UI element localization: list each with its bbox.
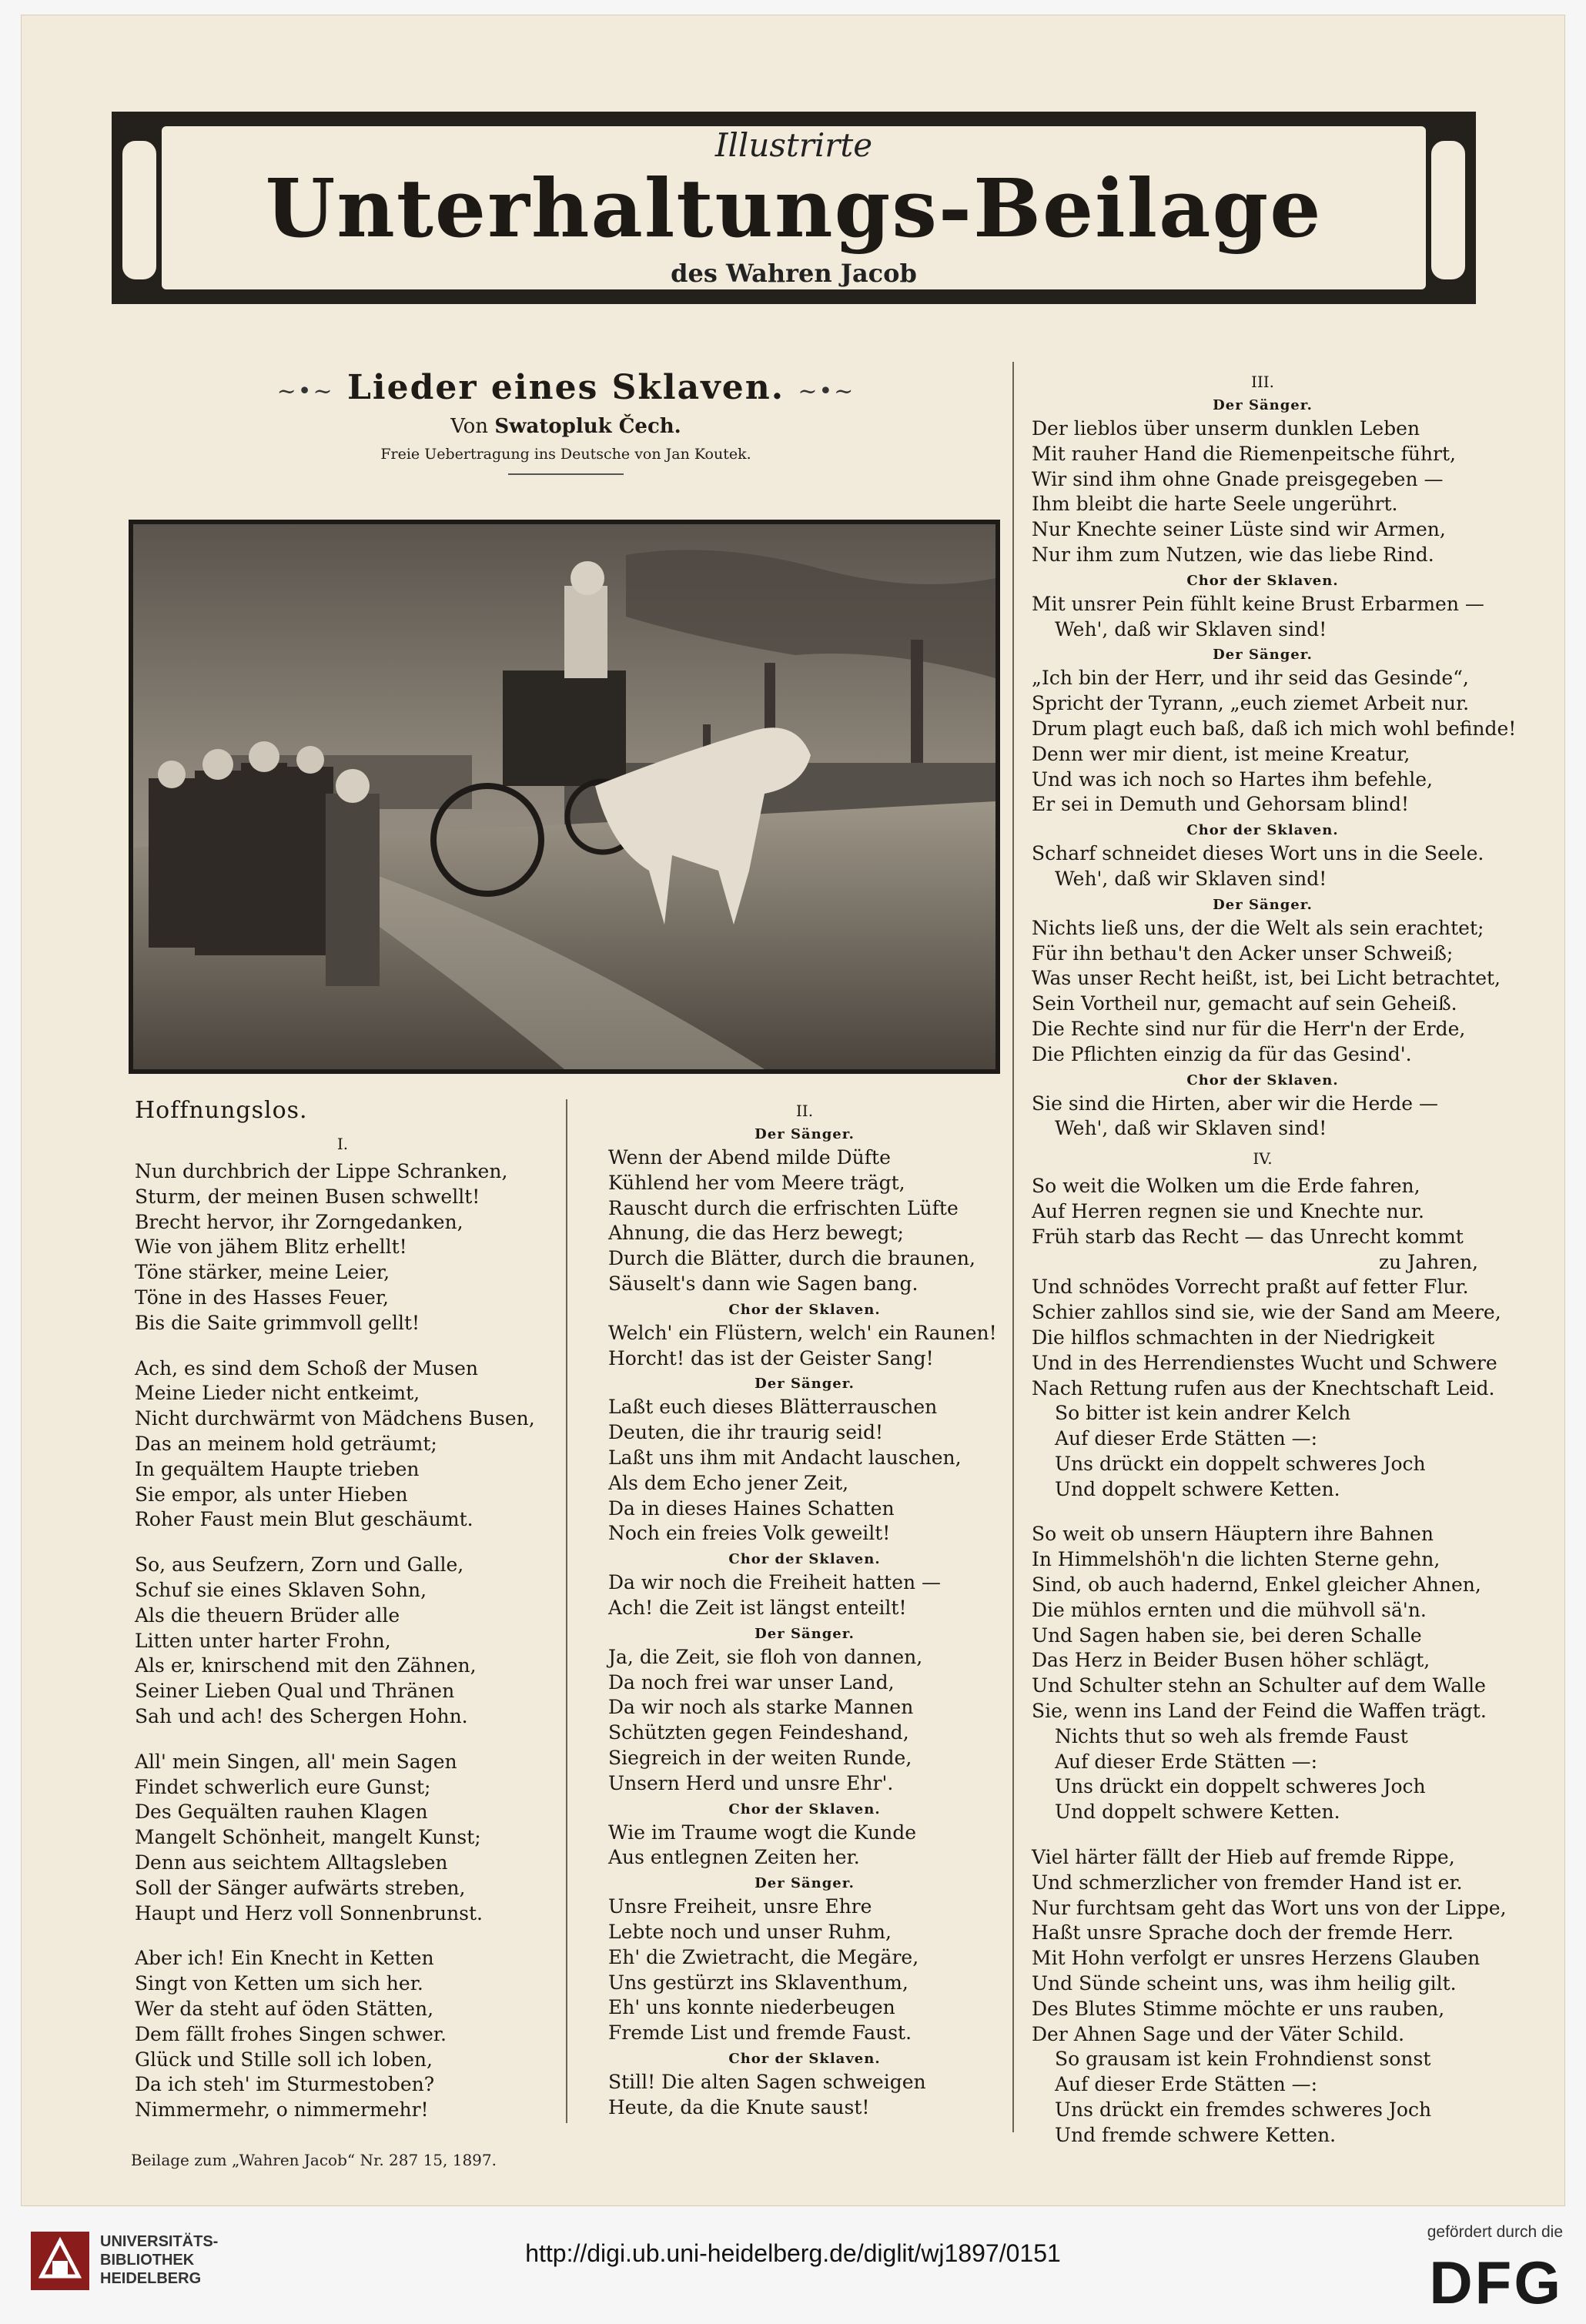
byline-prefix: Von (450, 415, 489, 438)
verse-line: Und Schulter stehn an Schulter auf dem Walle (1032, 1674, 1486, 1697)
dialogue-list (608, 1126, 1001, 2121)
verse-line: Säuselt's dann wie Sagen bang. (608, 1272, 918, 1295)
verse-line: Als dem Echo jener Zeit, (608, 1471, 849, 1494)
verse-line: Aber ich! Ein Knecht in Ketten (135, 1947, 434, 1970)
carriage-scene-illustration (133, 524, 995, 1069)
verse-line: So weit ob unsern Häuptern ihre Bahnen (1032, 1523, 1434, 1546)
verse-line: So grausam ist kein Frohndienst sonst (1055, 2048, 1431, 2071)
masthead-main-title: Unterhaltungs-Beilage (265, 161, 1323, 256)
scroll-ornament-right (1429, 139, 1467, 282)
verse-line: Schützten gegen Feindeshand, (608, 1721, 909, 1744)
verse-line: Mit Hohn verfolgt er unsres Herzens Glauben (1032, 1947, 1481, 1970)
stanza-list (1032, 1174, 1507, 2148)
verse-line: Unsre Freiheit, unsre Ehre (608, 1895, 872, 1918)
illustration (129, 520, 1000, 1074)
verse-line: Nichts thut so weh als fremde Faust (1055, 1724, 1408, 1747)
ornament-left-icon: ~•~ (276, 378, 334, 405)
verse-line: Sie empor, als unter Hieben (135, 1483, 408, 1506)
verse-line: Horcht! das ist der Geister Sang! (608, 1346, 934, 1369)
verse-line: Und doppelt schwere Ketten. (1055, 1801, 1340, 1824)
verse-line: Töne stärker, meine Leier, (135, 1261, 390, 1284)
masthead-banner (162, 126, 1426, 289)
title-divider (508, 473, 624, 475)
verse-line: Er sei in Demuth und Gehorsam blind! (1032, 793, 1410, 816)
verse-line: Und Sagen haben sie, bei deren Schalle (1032, 1623, 1422, 1647)
verse-line: Schuf sie eines Sklaven Sohn, (135, 1578, 427, 1601)
verse-line: Das Herz in Beider Busen höher schlägt, (1032, 1649, 1430, 1672)
verse-line: Welch' ein Flüstern, welch' ein Raunen! (608, 1321, 997, 1344)
verse-line: Als er, knirschend mit den Zähnen, (135, 1654, 477, 1677)
verse-line: Glück und Stille soll ich loben, (135, 2048, 433, 2071)
verse-line: Als die theuern Brüder alle (135, 1603, 400, 1627)
verse-line: Sind, ob auch hadernd, Enkel gleicher Ahnen, (1032, 1573, 1481, 1597)
verse-line: Nun durchbrich der Lippe Schranken, (135, 1160, 508, 1182)
speaker-label: Chor der Sklaven. (728, 2050, 881, 2067)
verse-line: Dem fällt frohes Singen schwer. (135, 2022, 447, 2045)
section-heading: Hoffnungslos. (135, 1097, 308, 1124)
verse-line: Still! Die alten Sagen schweigen (608, 2070, 926, 2093)
speaker-label: Chor der Sklaven. (1186, 822, 1339, 839)
verse-line: Haupt und Herz voll Sonnenbrunst. (135, 1901, 483, 1924)
verse-line: Und in des Herrendienstes Wucht und Schwere (1032, 1351, 1497, 1374)
verse-line: Ach, es sind dem Schoß der Musen (135, 1356, 478, 1379)
verse-line: So bitter ist kein andrer Kelch (1055, 1402, 1351, 1425)
verse-line: Die Rechte sind nur für die Herr'n der Erde, (1032, 1017, 1466, 1040)
verse-line: Ach! die Zeit ist längst enteilt! (608, 1596, 907, 1619)
column-divider-1 (566, 1099, 567, 2123)
part-number: IV. (1253, 1149, 1273, 1169)
verse-line: Sein Vortheil nur, gemacht auf sein Geheiß. (1032, 992, 1457, 1015)
verse-line: Wie von jähem Blitz erhellt! (135, 1236, 407, 1259)
masthead (112, 112, 1476, 304)
verse-line: Früh starb das Recht — das Unrecht kommt (1032, 1225, 1464, 1248)
speaker-label: Chor der Sklaven. (728, 1801, 881, 1817)
speaker-label: Der Sänger. (1213, 647, 1313, 664)
verse-line: Die Pflichten einzig da für das Gesind'. (1032, 1042, 1412, 1065)
verse-line: Da ich steh' im Sturmestoben? (135, 2073, 435, 2096)
verse-line: Da in dieses Haines Schatten (608, 1496, 895, 1520)
part-number: II. (795, 1102, 814, 1120)
verse-line: Laßt euch dieses Blätterrauschen (608, 1396, 938, 1419)
verse-line: Der lieblos über unserm dunklen Leben (1032, 417, 1420, 440)
verse-line: Die mühlos ernten und die mühvoll sä'n. (1032, 1598, 1427, 1621)
verse-line: Uns drückt ein doppelt schweres Joch (1055, 1775, 1426, 1798)
verse-line: Eh' uns konnte niederbeugen (608, 1996, 895, 2019)
verse-line: Soll der Sänger aufwärts streben, (135, 1876, 466, 1899)
verse-line: Und fremde schwere Ketten. (1055, 2123, 1337, 2146)
verse-line: „Ich bin der Herr, und ihr seid das Gesinde“, (1032, 667, 1469, 690)
verse-line: Und doppelt schwere Ketten. (1055, 1477, 1340, 1500)
verse-line: Nur furchtsam geht das Wort uns von der Lippe, (1032, 1896, 1507, 1919)
verse-line: Uns drückt ein doppelt schweres Joch (1055, 1452, 1426, 1475)
library-name-line: BIBLIOTHEK (100, 2252, 195, 2269)
part-number: III. (1250, 373, 1275, 391)
verse-line: zu Jahren, (1378, 1250, 1478, 1273)
verse-line: Roher Faust mein Blut geschäumt. (135, 1508, 473, 1531)
scroll-ornament-left (120, 139, 159, 282)
verse-line: Mit rauher Hand die Riemenpeitsche führt, (1032, 442, 1456, 465)
verse-line: Eh' die Zwietracht, die Megäre, (608, 1945, 919, 1968)
speaker-label: Der Sänger. (755, 1126, 855, 1142)
verse-line: Durch die Blätter, durch die braunen, (608, 1247, 975, 1270)
column-part-three-four (1032, 368, 1517, 2169)
verse-line: Ihm bleibt die harte Seele ungerührt. (1032, 493, 1398, 516)
verse-line: In Himmelshöh'n die lichten Sterne gehn, (1032, 1548, 1440, 1571)
verse-line: Wenn der Abend milde Düfte (608, 1146, 891, 1169)
verse-line: Denn wer mir dient, ist meine Kreatur, (1032, 742, 1410, 765)
verse-line: Und schmerzlicher von fremder Hand ist er. (1032, 1871, 1463, 1894)
verse-line: Unsern Herd und unsre Ehr'. (608, 1771, 894, 1794)
masthead-subtitle: des Wahren Jacob (671, 259, 917, 288)
verse-line: Litten unter harter Frohn, (135, 1629, 391, 1652)
masthead-small-title: Illustrirte (714, 126, 873, 164)
verse-line: Findet schwerlich eure Gunst; (135, 1775, 431, 1798)
stanza-list (135, 1159, 550, 2123)
verse-line: Lebte noch und unser Ruhm, (608, 1920, 892, 1943)
verse-line: Sie, wenn ins Land der Feind die Waffen trägt. (1032, 1700, 1487, 1723)
verse-line: Sturm, der meinen Busen schwellt! (135, 1185, 480, 1208)
verse-line: Weh', daß wir Sklaven sind! (1055, 1117, 1327, 1140)
stanza (135, 1159, 550, 1336)
verse-line: Ahnung, die das Herz bewegt; (608, 1222, 904, 1245)
funding-note: gefördert durch die (1427, 2223, 1563, 2241)
verse-line: Kühlend her vom Meere trägt, (608, 1171, 905, 1194)
verse-line: Brecht hervor, ihr Zorngedanken, (135, 1210, 463, 1233)
verse-line: Wer da steht auf öden Stätten, (135, 1997, 434, 2020)
poem-title-text: Lieder eines Sklaven. (346, 368, 785, 407)
verse-line: Drum plagt euch baß, daß ich mich wohl befinde! (1032, 717, 1517, 740)
permalink-url[interactable]: http://digi.ub.uni-heidelberg.de/diglit/wj1897/0151 (525, 2239, 1061, 2267)
speaker-label: Chor der Sklaven. (1186, 1072, 1339, 1088)
speaker-label: Der Sänger. (755, 1875, 855, 1892)
verse-line: Auf Herren regnen sie und Knechte nur. (1032, 1199, 1424, 1222)
verse-line: Für ihn bethau't den Acker unser Schweiß; (1032, 941, 1454, 965)
verse-line: Mangelt Schönheit, mangelt Kunst; (135, 1826, 481, 1849)
verse-line: Auf dieser Erde Stätten —: (1055, 2073, 1318, 2096)
verse-line: Auf dieser Erde Stätten —: (1055, 1427, 1318, 1450)
verse-line: Singt von Ketten um sich her. (135, 1972, 423, 1995)
issue-footnote: Beilage zum „Wahren Jacob“ Nr. 287 15, 1897. (131, 2151, 497, 2169)
stanza (1032, 1845, 1507, 2148)
library-name-line: UNIVERSITÄTS- (100, 2233, 219, 2250)
verse-line: Nichts ließ uns, der die Welt als sein erachtet; (1032, 916, 1484, 939)
verse-line: Mit unsrer Pein fühlt keine Brust Erbarmen — (1032, 592, 1484, 615)
part-number: I. (336, 1135, 349, 1153)
verse-line: So weit die Wolken um die Erde fahren, (1032, 1175, 1420, 1198)
stanza (1032, 1174, 1501, 1502)
verse-line: Spricht der Tyrann, „euch ziemet Arbeit nur. (1032, 692, 1470, 715)
byline (131, 415, 1001, 438)
speaker-label: Chor der Sklaven. (1186, 572, 1339, 589)
verse-line: Des Blutes Stimme möchte er uns rauben, (1032, 1997, 1445, 2020)
article-title-block (131, 368, 1001, 475)
verse-line: Sah und ach! des Schergen Hohn. (135, 1704, 468, 1727)
verse-line: Haßt unsre Sprache doch der fremde Herr. (1032, 1921, 1454, 1944)
verse-line: Sie sind die Hirten, aber wir die Herde — (1032, 1092, 1438, 1115)
verse-line: All' mein Singen, all' mein Sagen (135, 1750, 457, 1773)
verse-line: Nicht durchwärmt von Mädchens Busen, (135, 1407, 535, 1430)
verse-line: Scharf schneidet dieses Wort uns in die Seele. (1032, 842, 1484, 865)
verse-line: Des Gequälten rauhen Klagen (135, 1801, 428, 1824)
verse-line: Nach Rettung rufen aus der Knechtschaft Leid. (1032, 1376, 1495, 1399)
verse-line: Siegreich in der weiten Runde, (608, 1746, 912, 1769)
verse-line: Da noch frei war unser Land, (608, 1670, 895, 1694)
verse-line: Uns gestürzt ins Sklaventhum, (608, 1971, 908, 1994)
author-name: Swatopluk Čech. (494, 415, 681, 438)
translation-credit: Freie Uebertragung ins Deutsche von Jan Koutek. (380, 446, 751, 463)
verse-line: Laßt uns ihm mit Andacht lauschen, (608, 1446, 962, 1469)
verse-line: Der Ahnen Sage und der Väter Schild. (1032, 2022, 1405, 2045)
verse-line: In gequältem Haupte trieben (135, 1457, 420, 1480)
dfg-logo: DFG (1429, 2249, 1563, 2316)
speaker-label: Chor der Sklaven. (728, 1551, 881, 1568)
speaker-label: Der Sänger. (755, 1625, 855, 1642)
verse-line: Wie im Traume wogt die Kunde (608, 1821, 917, 1844)
verse-line: Rauscht durch die erfrischten Lüfte (608, 1196, 959, 1219)
speaker-label: Der Sänger. (1213, 896, 1313, 913)
verse-line: So, aus Seufzern, Zorn und Galle, (135, 1553, 464, 1577)
verse-line: Was unser Recht heißt, ist, bei Licht betrachtet, (1032, 967, 1501, 990)
verse-line: Deuten, die ihr traurig seid! (608, 1421, 884, 1444)
verse-line: Schier zahllos sind sie, wie der Sand am Meere, (1032, 1301, 1501, 1324)
column-part-two (608, 1097, 1001, 2121)
column-hoffnungslos (135, 1097, 550, 2143)
verse-line: Nimmermehr, o nimmermehr! (135, 2098, 429, 2122)
stanza (135, 1750, 550, 1927)
verse-line: Da wir noch als starke Mannen (608, 1696, 914, 1719)
speaker-label: Chor der Sklaven. (728, 1301, 881, 1318)
verse-line: Töne in des Hasses Feuer, (135, 1286, 389, 1309)
verse-line: Weh', daß wir Sklaven sind! (1055, 867, 1327, 890)
column-divider-2 (1012, 362, 1014, 2132)
verse-line: Nur ihm zum Nutzen, wie das liebe Rind. (1032, 543, 1434, 566)
verse-line: Noch ein freies Volk geweilt! (608, 1522, 891, 1545)
library-name-line: HEIDELBERG (100, 2270, 202, 2287)
verse-line: Und Sünde scheint uns, was ihm heilig gilt. (1032, 1972, 1457, 1995)
verse-line: Bis die Saite grimmvoll gellt! (135, 1311, 420, 1334)
verse-line: Wir sind ihm ohne Gnade preisgegeben — (1032, 467, 1444, 490)
verse-line: Denn aus seichtem Alltagsleben (135, 1851, 448, 1874)
verse-line: Und was ich noch so Hartes ihm befehle, (1032, 767, 1433, 791)
stanza (1032, 1522, 1494, 1825)
stanza (135, 1356, 550, 1533)
verse-line: Uns drückt ein fremdes schweres Joch (1055, 2098, 1432, 2122)
stanza (135, 1946, 550, 2123)
verse-line: Heute, da die Knute saust! (608, 2095, 870, 2118)
ornament-right-icon: ~•~ (798, 378, 855, 405)
verse-line: Da wir noch die Freiheit hatten — (608, 1571, 942, 1594)
verse-line: Seiner Lieben Qual und Thränen (135, 1680, 455, 1703)
dialogue-list (1032, 397, 1517, 1142)
speaker-label: Der Sänger. (755, 1376, 855, 1393)
verse-line: Ja, die Zeit, sie floh von dannen, (608, 1645, 923, 1668)
verse-line: Meine Lieder nicht entkeimt, (135, 1382, 420, 1405)
verse-line: Aus entlegnen Zeiten her. (608, 1846, 860, 1869)
verse-line: Viel härter fällt der Hieb auf fremde Rippe, (1032, 1846, 1455, 1869)
verse-line: Auf dieser Erde Stätten —: (1055, 1750, 1318, 1773)
verse-line: Das an meinem hold geträumt; (135, 1432, 437, 1455)
stanza (135, 1553, 550, 1730)
verse-line: Und schnödes Vorrecht praßt auf fetter Flur. (1032, 1276, 1469, 1299)
speaker-label: Der Sänger. (1213, 397, 1313, 413)
verse-line: Nur Knechte seiner Lüste sind wir Armen, (1032, 518, 1446, 541)
verse-line: Fremde List und fremde Faust. (608, 2021, 912, 2045)
verse-line: Die hilflos schmachten in der Niedrigkeit (1032, 1326, 1435, 1349)
verse-line: Weh', daß wir Sklaven sind! (1055, 617, 1327, 640)
poem-title (131, 368, 1001, 407)
